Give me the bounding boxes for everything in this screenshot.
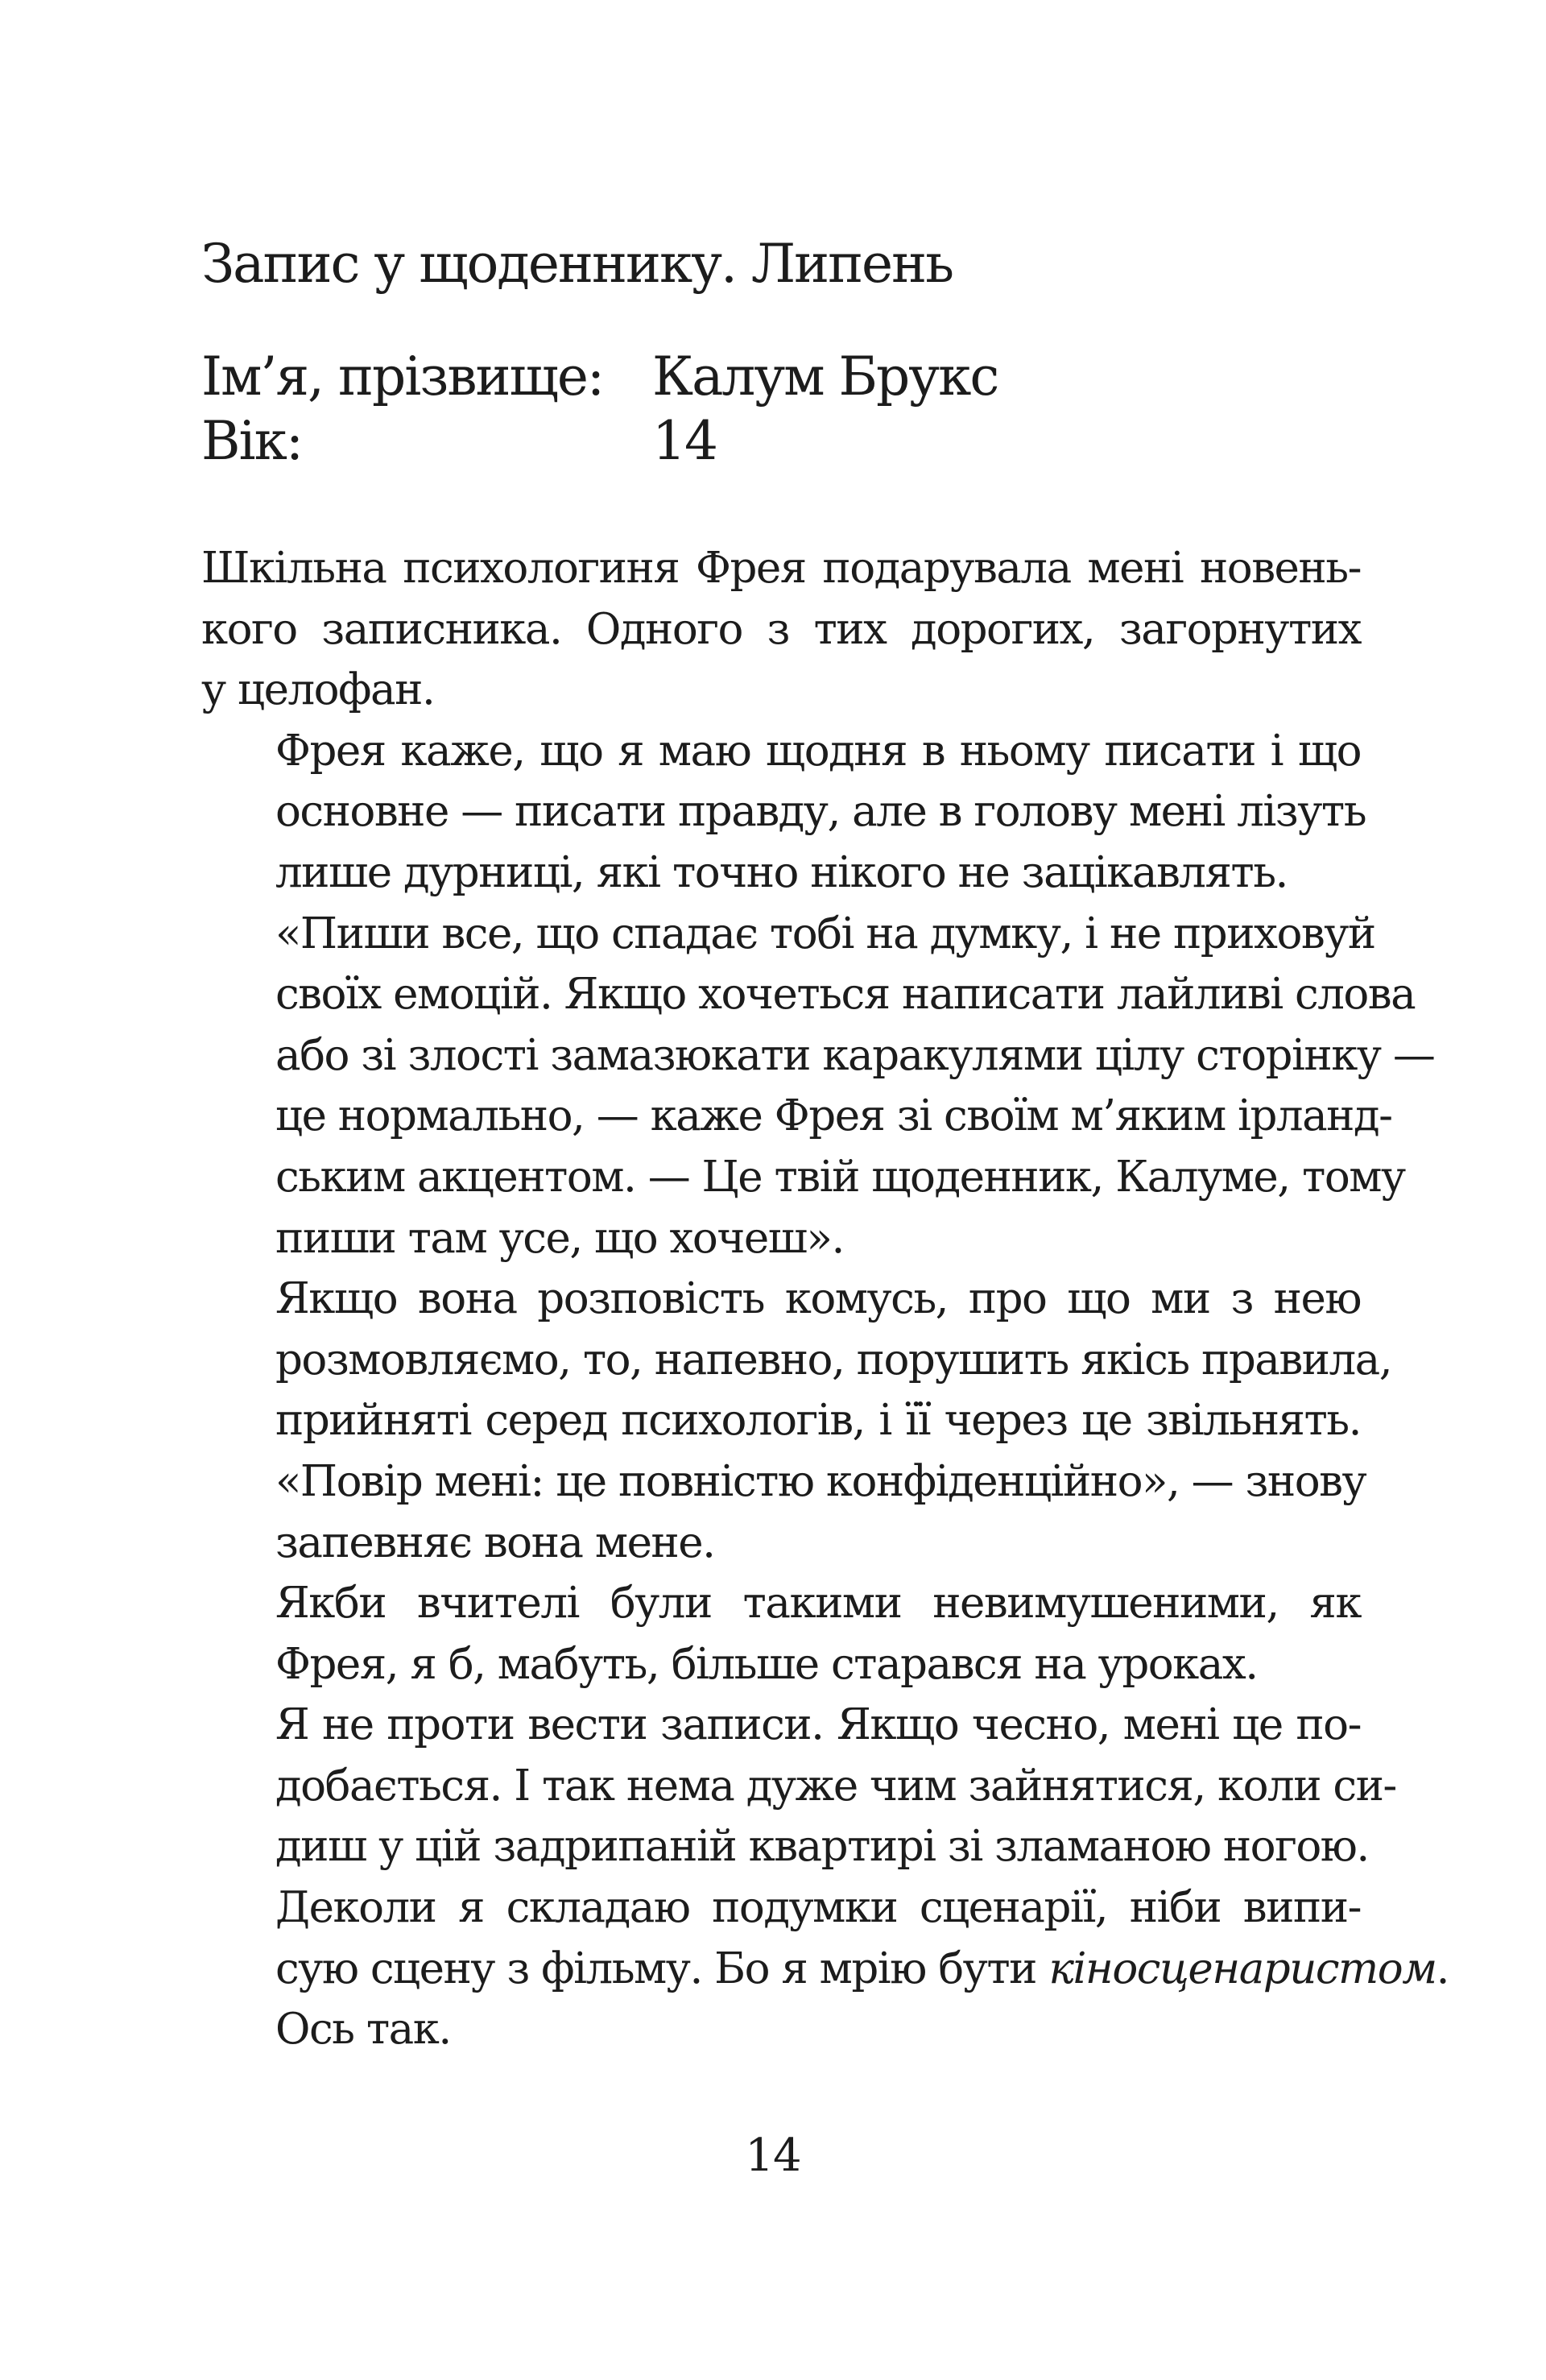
text-line: кого записника. Одного з тих дорогих, загорнутих [201,604,1361,654]
text-line: запевняє вона мене. [275,1517,715,1567]
text-line: «Повір мені: це повністю конфіденційно», — знову [275,1456,1366,1506]
text-line: у целофан. [201,665,435,715]
age-value: 14 [652,410,717,472]
body-text [201,538,1449,2060]
text-line: Деколи я складаю подумки сценарії, ніби випи- [275,1883,1361,1933]
paragraph-4 [201,1269,1392,1573]
text-line: диш у цій задрипаній квартирі зі зламаною ногою. [275,1822,1369,1872]
text-line: Якби вчителі були такими невимушеними, як [275,1579,1361,1629]
text-line: це нормально, — каже Фрея зі своїм м’яким ірланд- [275,1091,1392,1141]
text-line: або зі злості замазюкати каракулями цілу сторінку — [275,1030,1435,1080]
text-line: ським акцентом. — Це твій щоденник, Калуме, тому [275,1152,1405,1202]
text-line: Фрея, я б, мабуть, більше старався на уроках. [275,1639,1258,1689]
text-line: Шкільна психологиня Фрея подарувала мені новень- [201,544,1361,593]
text-line: основне — писати правду, але в голову мені лізуть [275,787,1366,837]
text-line: добається. І так нема дуже чим зайнятися, коли си- [275,1761,1396,1811]
text-line: «Пиши все, що спадає тобі на думку, і не приховуй [275,909,1375,958]
paragraph-1 [201,538,1361,721]
italic-word: кіносценаристом [1048,1943,1436,1993]
text-run: . [1436,1943,1449,1993]
text-line: лише дурниці, які точно нікого не зацікавлять. [275,847,1288,897]
age-label: Вік: [201,410,303,472]
paragraph-2 [201,721,1366,904]
text-line: пиши там усе, що хочеш». [275,1213,844,1263]
text-line: Ось так. [275,2005,451,2055]
name-label: Ім’я, прізвище: [201,346,604,408]
text-line-with-italic [201,1939,1449,2000]
paragraph-7 [201,1877,1449,2060]
paragraph-6 [201,1695,1396,1877]
paragraph-5 [201,1573,1361,1695]
text-line: своїх емоцій. Якщо хочеться написати лайливі слова [275,970,1416,1020]
text-line: Я не проти вести записи. Якщо чесно, мені це по- [275,1700,1361,1750]
text-line: розмовляємо, то, напевно, порушить якісь правила, [275,1335,1392,1385]
text-line: прийняті серед психологів, і її через це звільнять. [275,1396,1361,1446]
paragraph-3 [201,904,1435,1269]
text-line: Якщо вона розповість комусь, про що ми з нею [275,1274,1361,1324]
name-value: Калум Брукс [652,346,998,408]
entry-heading: Запис у щоденнику. Липень [201,233,953,295]
text-run: сую сцену з фільму. Бо я мрію бути [275,1943,1049,1993]
page-number: 14 [745,2130,801,2182]
text-line: Фрея каже, що я маю щодня в ньому писати і що [275,726,1361,776]
